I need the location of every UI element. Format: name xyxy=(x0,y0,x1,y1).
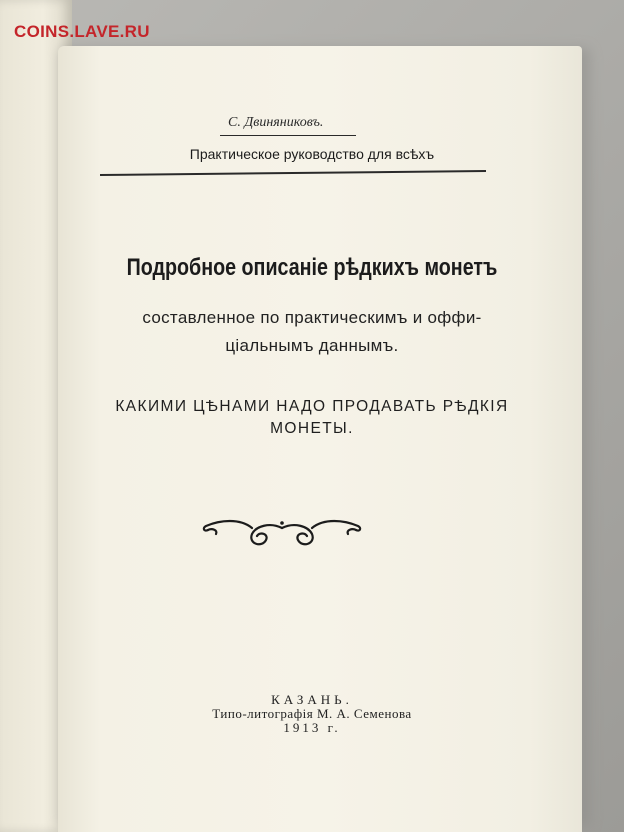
subtitle-line-1: составленное по практическимъ и оффи- xyxy=(142,308,482,327)
prices-line-1: КАКИМИ ЦѢНАМИ НАДО ПРОДАВАТЬ РѢДКІЯ xyxy=(115,398,509,415)
subtitle-line-2: ціальнымъ даннымъ. xyxy=(225,336,399,355)
book-title: Подробное описаніе рѣдкихъ монетъ xyxy=(126,254,498,281)
author-rule xyxy=(220,135,356,136)
imprint-year: 1913 г. xyxy=(283,720,341,735)
ornament-divider xyxy=(200,514,364,554)
imprint-city: КАЗАНЬ. xyxy=(271,692,353,707)
series-title: Практическое руководство для всѣхъ xyxy=(189,146,435,162)
author-name: С. Двиняниковъ. xyxy=(228,115,324,130)
watermark: COINS.LAVE.RU xyxy=(14,22,150,41)
imprint-printer: Типо-литографія М. А. Семенова xyxy=(212,706,412,721)
prices-line-2: МОНЕТЫ. xyxy=(270,420,354,437)
